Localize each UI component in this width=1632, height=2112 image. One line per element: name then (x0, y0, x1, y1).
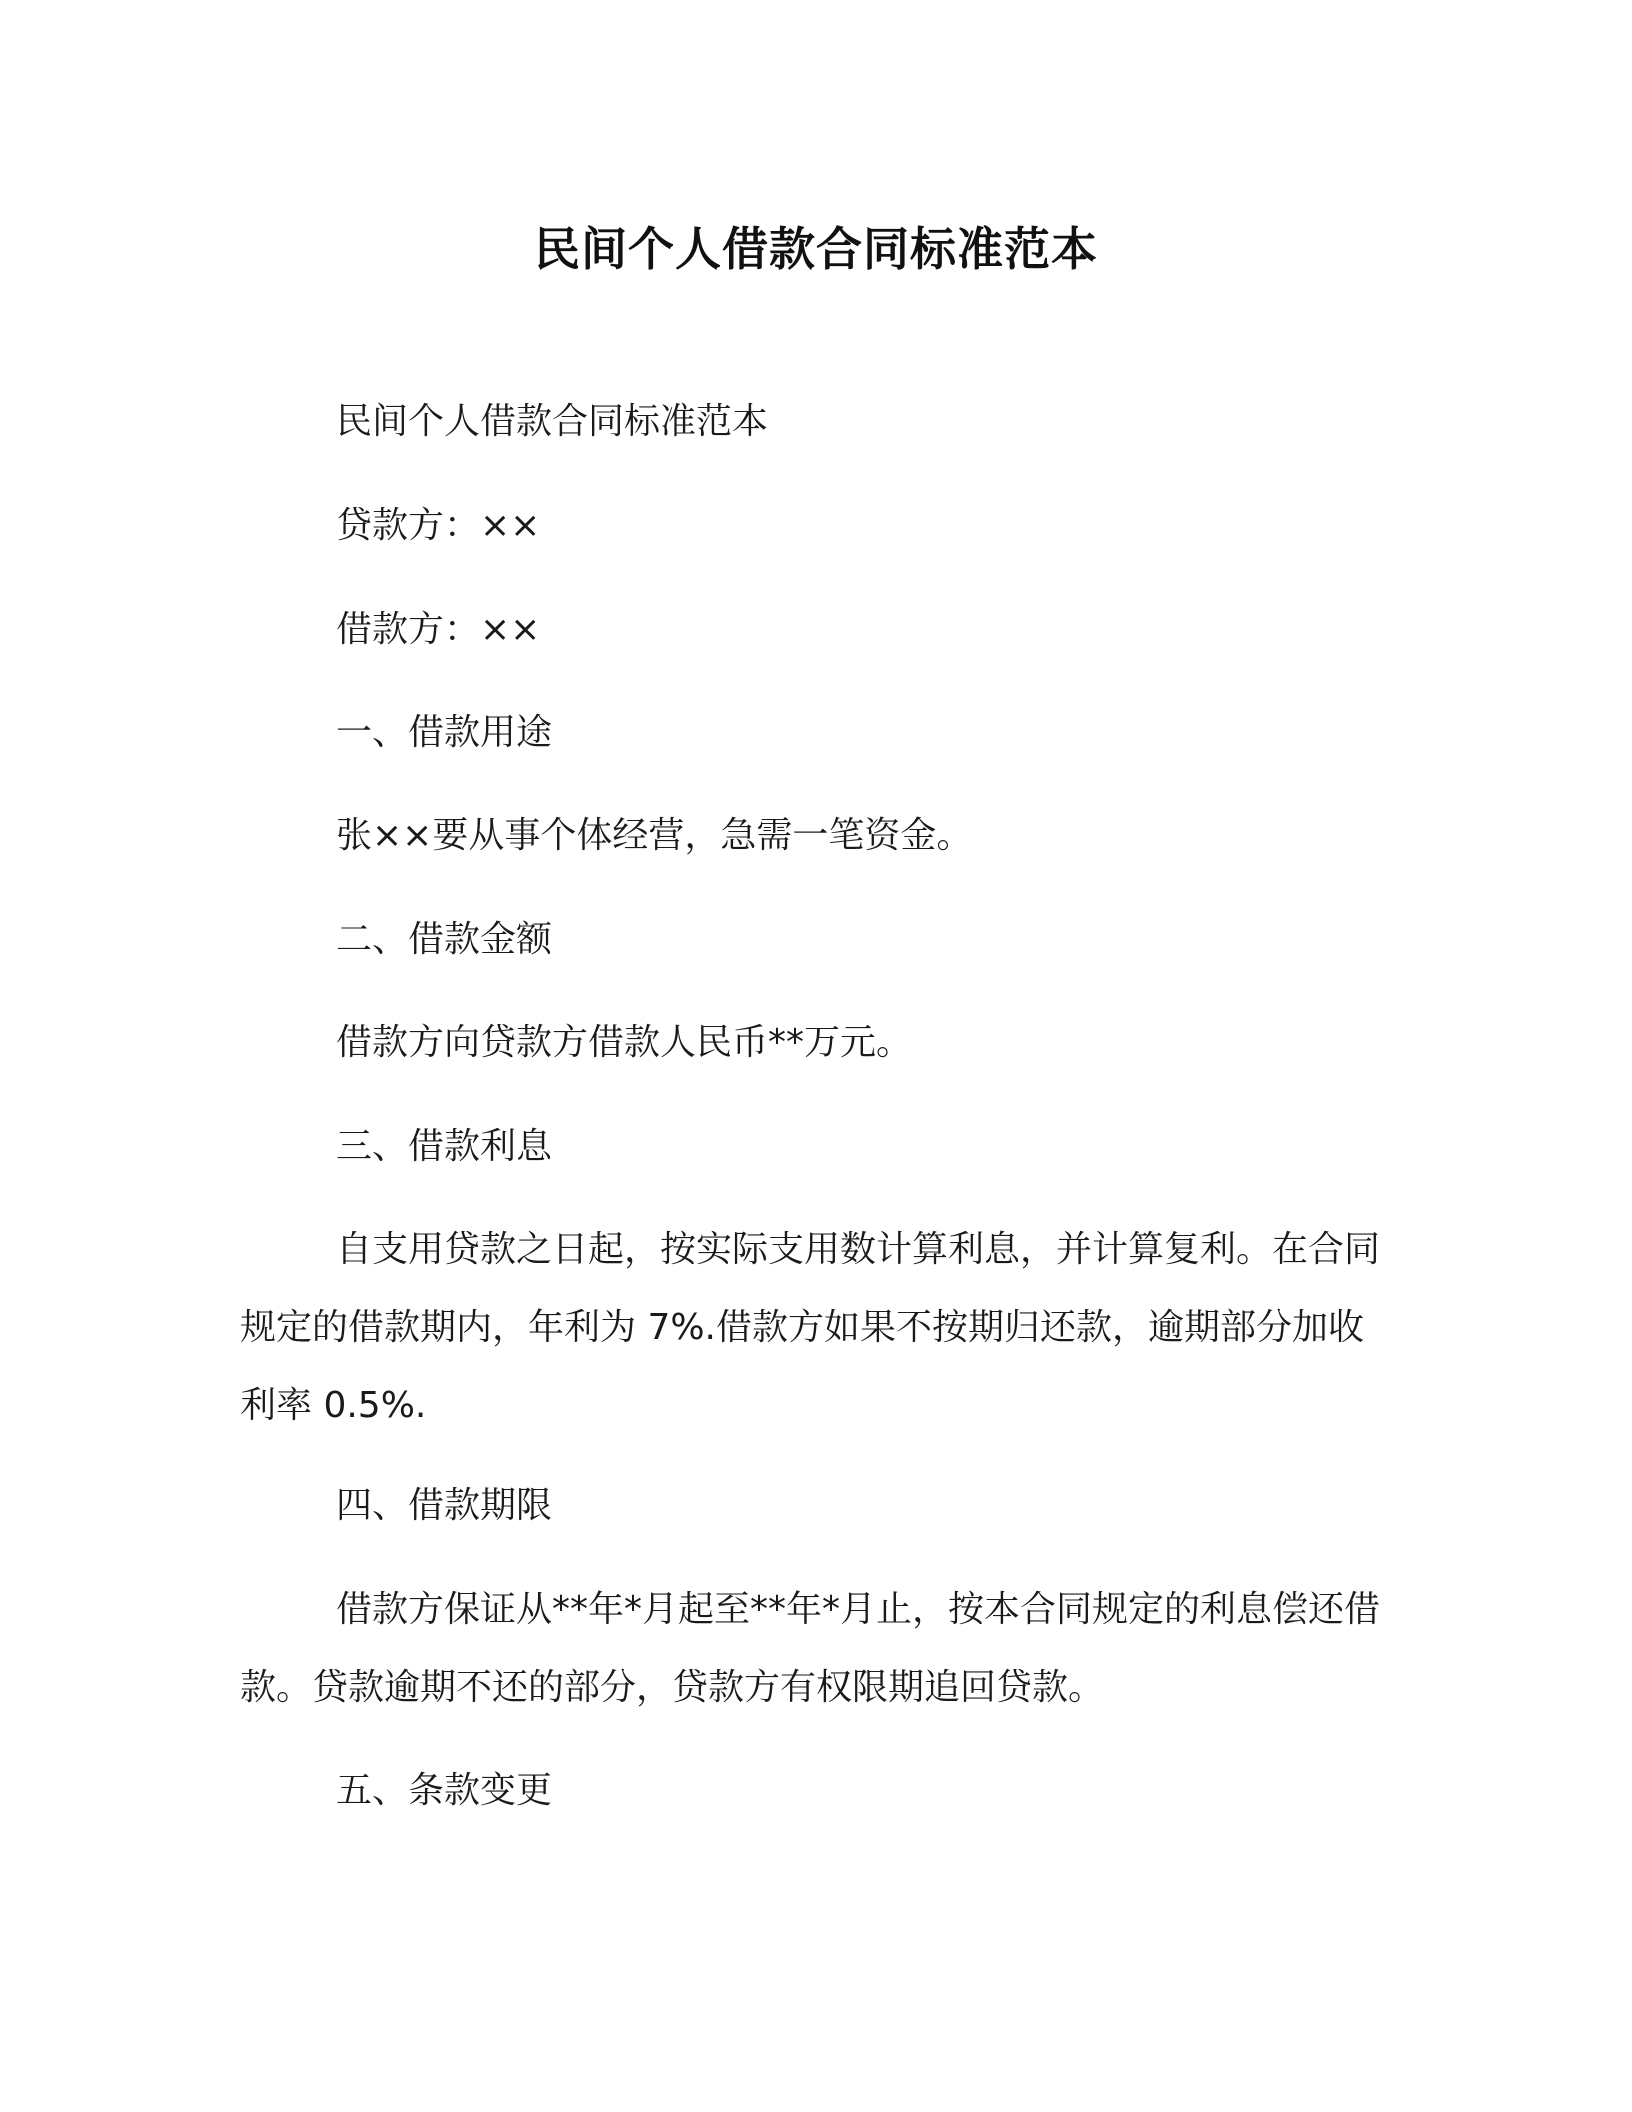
section-1-body: 张××要从事个体经营，急需一笔资金。 (336, 815, 973, 856)
section-4-heading: 四、借款期限 (336, 1485, 553, 1526)
section-1-heading: 一、借款用途 (336, 712, 553, 753)
section-5-heading: 五、条款变更 (336, 1770, 553, 1811)
section-4-body: 借款方保证从**年*月起至**年*月止，按本合同规定的利息偿还借款。贷款逾期不还的部分，贷款方有权限期追回贷款。 (240, 1589, 1381, 1708)
document-title: 民间个人借款合同标准范本 (534, 222, 1098, 276)
section-3-heading: 三、借款利息 (336, 1126, 553, 1167)
section-2-heading: 二、借款金额 (336, 919, 553, 960)
document-subtitle: 民间个人借款合同标准范本 (336, 401, 769, 442)
section-2-body: 借款方向贷款方借款人民币**万元。 (336, 1022, 913, 1063)
lender-line: 贷款方：×× (336, 505, 541, 546)
borrower-line: 借款方：×× (336, 609, 541, 650)
section-3-body: 自支用贷款之日起，按实际支用数计算利息，并计算复利。在合同规定的借款期内，年利为 7%.借款方如果不按期归还款，逾期部分加收利率 0.5%. (240, 1229, 1381, 1426)
